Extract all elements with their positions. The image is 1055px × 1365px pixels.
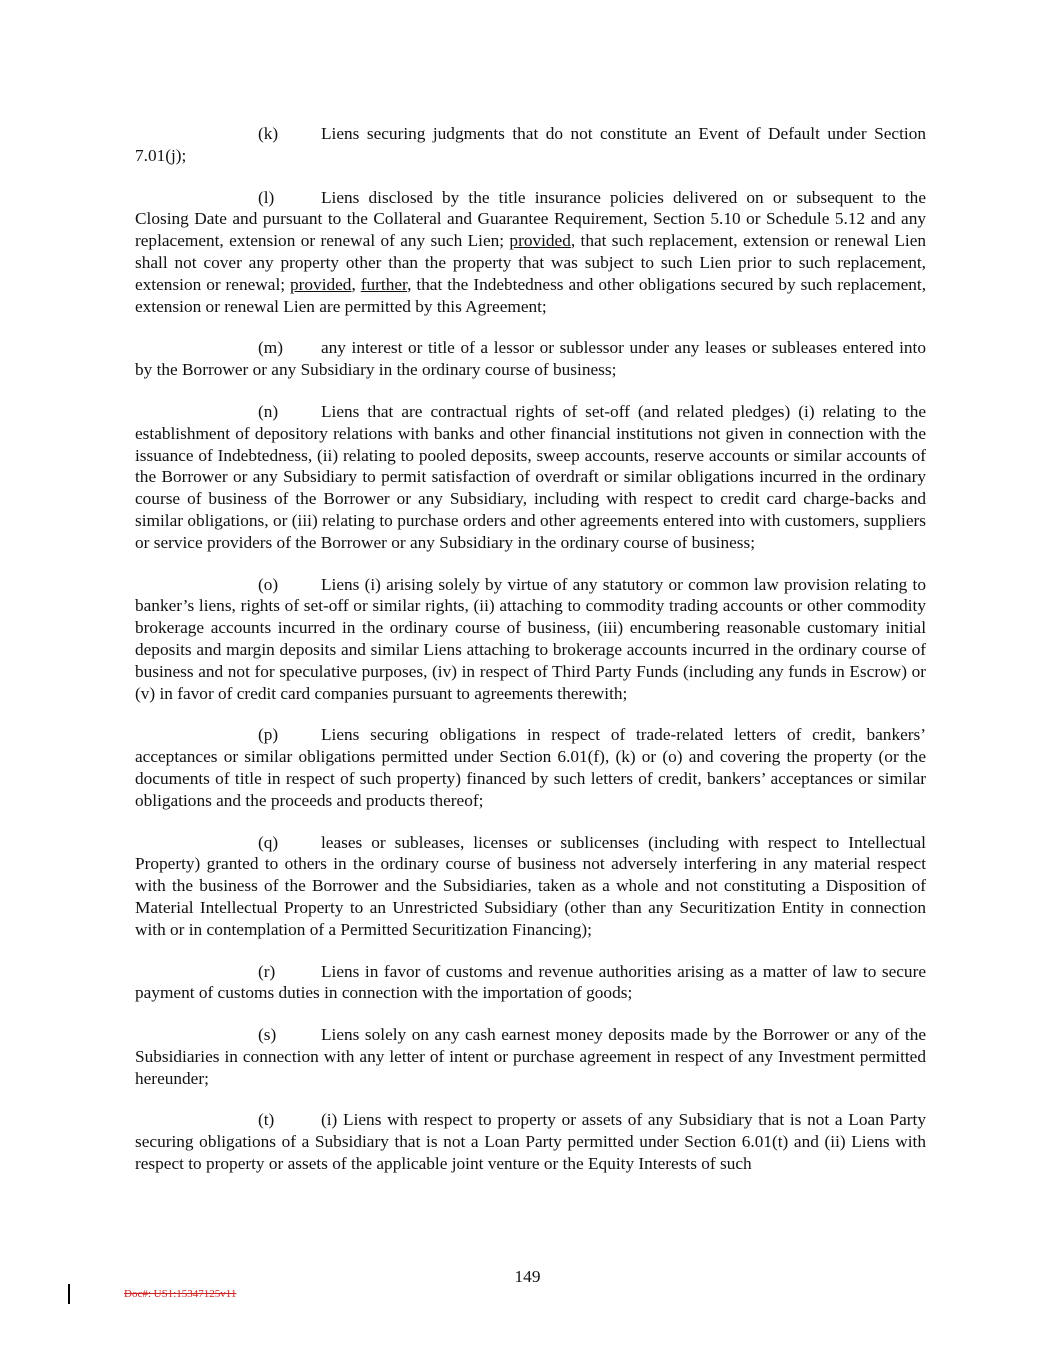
- paragraph-r: [135, 961, 926, 1005]
- paragraph-o: [135, 574, 926, 705]
- clause-text: Liens securing judgments that do not constitute an Event of Default under Section 7.01(j);: [135, 124, 926, 165]
- clause-label: (s): [258, 1025, 277, 1045]
- clause-text: Liens securing obligations in respect of trade-related letters of credit, bankers’ acceptances or similar obligations permitted under Section 6.01(f), (k) or (o) and covering the property (or the documents of title in respect of such property) financed by such letters of credit, bankers’ acceptances or similar obligations and the proceeds and products thereof;: [135, 725, 926, 810]
- provided-term: provided: [290, 274, 352, 294]
- clause-label: (k): [258, 124, 279, 143]
- clause-label: (t): [258, 1110, 275, 1130]
- page-number: 149: [514, 1267, 541, 1286]
- clause-label: (p): [258, 725, 279, 745]
- paragraph-t: [135, 1109, 926, 1174]
- clause-text: (i) Liens with respect to property or assets of any Subsidiary that is not a Loan Party securing obligations of a Subsidiary that is not a Loan Party permitted under Section 6.01(t) and (ii) Liens with respect to property or assets of the applicable joint venture or the Equity Interests of such: [135, 1110, 926, 1174]
- clause-text: any interest or title of a lessor or sublessor under any leases or subleases entered into by the Borrower or any Subsidiary in the ordinary course of business;: [135, 338, 926, 380]
- further-term: further: [360, 274, 408, 294]
- paragraph-n: [135, 401, 926, 554]
- paragraph-m: [135, 337, 926, 381]
- clause-text: Liens solely on any cash earnest money deposits made by the Borrower or any of the Subsidiaries in connection with any letter of intent or purchase agreement in respect of any Investment permitted hereunder;: [135, 1025, 926, 1088]
- clause-label: (n): [258, 401, 279, 421]
- clause-text: Liens in favor of customs and revenue authorities arising as a matter of law to secure payment of customs duties in connection with the importation of goods;: [135, 961, 926, 1003]
- paragraph-p: [135, 724, 926, 811]
- clause-text: , that the Indebtedness and other obligations secured by such replacement, extension or renewal Lien are permitted by this Agreement;: [135, 274, 927, 316]
- clause-text: Liens (i) arising solely by virtue of any statutory or common law provision relating to banker’s liens, rights of set-off or similar rights, (ii) attaching to commodity trading accounts or other commodity brokerage accounts incurred in the ordinary course of business, (iii) encumbering reasonable customary initial deposits and margin deposits and similar Liens attaching to brokerage accounts incurred in the ordinary course of business and not for speculative purposes, (iv) in respect of Third Party Funds (including any funds in Escrow) or (v) in favor of credit card companies pursuant to agreements therewith;: [135, 574, 926, 703]
- clause-label: (m): [258, 338, 283, 358]
- paragraph-s: [135, 1024, 926, 1089]
- paragraph-l: [135, 187, 926, 318]
- clause-text: Liens disclosed by the title insurance policies delivered on or subsequent to the Closing Date and pursuant to the Collateral and Guarantee Requirement, Section 5.10 or Schedule 5.12 and any replacement, extension or renewal of any such Lien;: [135, 187, 926, 251]
- clause-text: ,: [351, 274, 361, 294]
- clause-label: (q): [258, 832, 279, 852]
- document-body: [135, 123, 926, 1175]
- clause-text: , that such replacement, extension or renewal Lien shall not cover any property other than the property that was subject to such Lien prior to such replacement, extension or renewal;: [135, 231, 927, 294]
- document-id: Doc#: US1:15347125v11: [124, 1288, 237, 1300]
- paragraph-k: [135, 123, 926, 167]
- provided-term: provided: [509, 231, 571, 251]
- clause-text: leases or subleases, licenses or sublicenses (including with respect to Intellectual Property) granted to others in the ordinary course of business not adversely interfering in any material respect with the business of the Borrower and the Subsidiaries, taken as a whole and not constituting a Disposition of Material Intellectual Property to an Unrestricted Subsidiary (other than any Securitization Entity in connection with or in contemplation of a Permitted Securitization Financing);: [135, 832, 926, 939]
- revision-change-bar: [68, 1284, 70, 1304]
- clause-label: (o): [258, 574, 279, 594]
- clause-text: Liens that are contractual rights of set-off (and related pledges) (i) relating to the establishment of depository relations with banks and other financial institutions not given in connection with the issuance of Indebtedness, (ii) relating to pooled deposits, sweep accounts, reserve accounts or similar accounts of the Borrower or any Subsidiary to permit satisfaction of overdraft or similar obligations incurred in the ordinary course of business of the Borrower or any Subsidiary, including with respect to credit card charge-backs and similar obligations, or (iii) relating to purchase orders and other agreements entered into with customers, suppliers or service providers of the Borrower or any Subsidiary in the ordinary course of business;: [135, 401, 926, 552]
- paragraph-q: [135, 832, 926, 941]
- clause-label: (l): [258, 187, 275, 207]
- clause-label: (r): [258, 961, 276, 981]
